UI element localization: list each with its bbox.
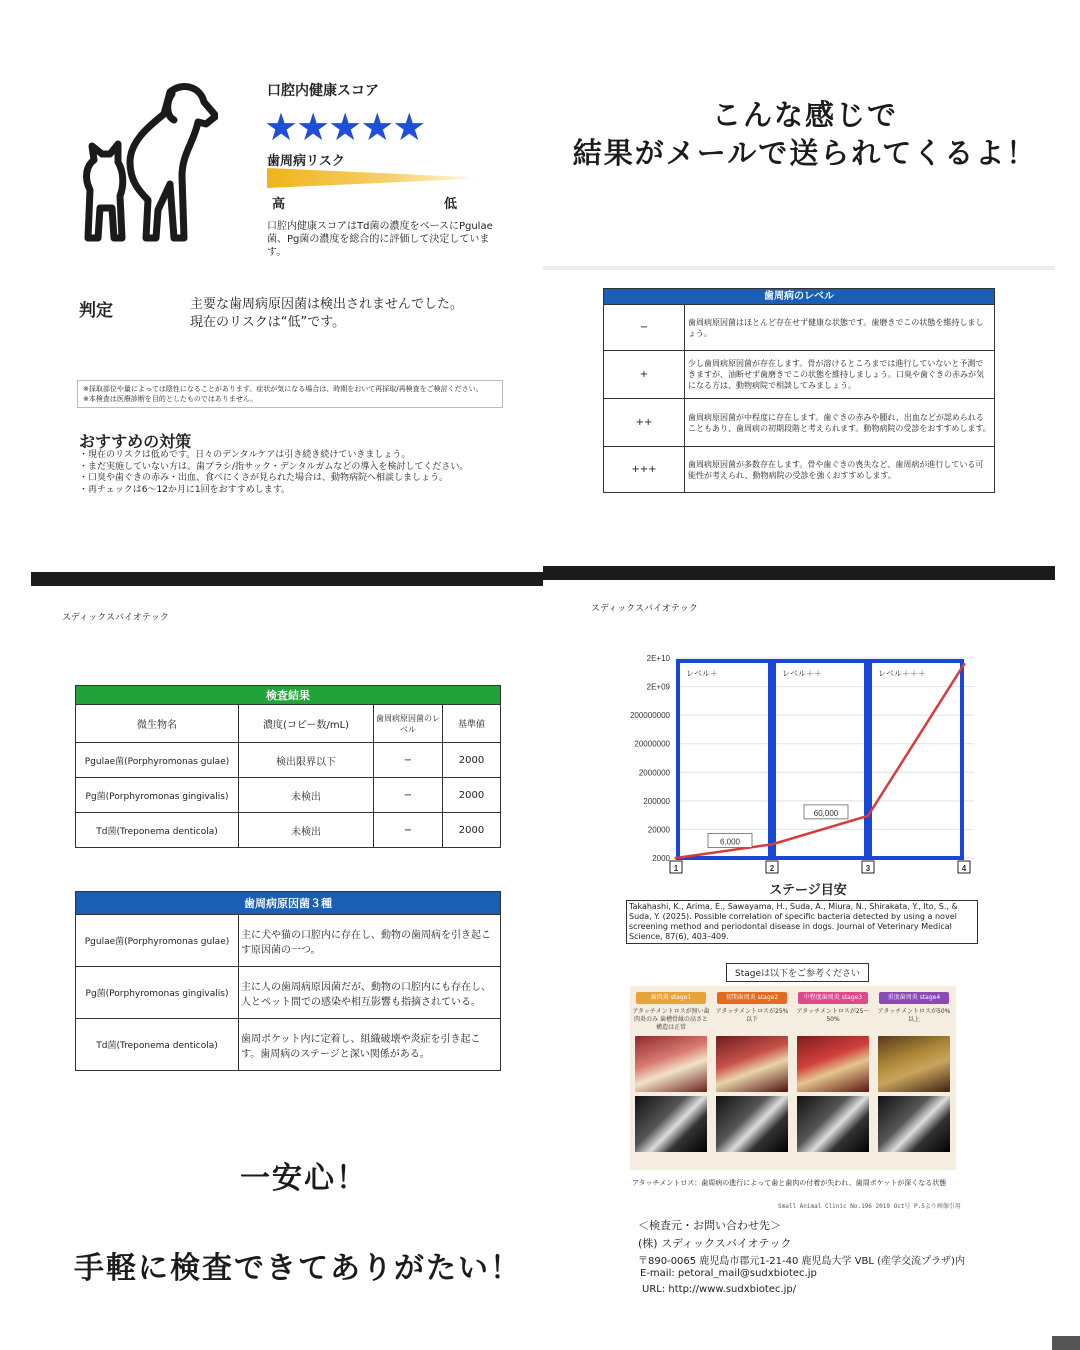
judgement-label: 判定 [79,301,113,321]
x-axis-label: ステージ目安 [769,883,847,896]
table-row [604,305,995,351]
table-cell: Pg菌(Porphyromonas gingivalis) [76,778,239,813]
level-band [678,661,770,858]
y-tick-label: 200000000 [629,711,670,721]
stage-description: アタッチメントロスが無い歯肉炎のみ 歯槽骨縁の高さと構造は正常 [632,1008,710,1031]
stage-column-3 [794,990,872,1168]
recommendation-list [79,450,491,496]
score-title: 口腔内健康スコア [267,83,379,99]
table-row [76,743,501,778]
stage-tag: 初期歯周炎 stage2 [717,992,787,1004]
headline-line-2: 結果がメールで送られてくるよ！ [572,136,1038,170]
result-table-title: 検査結果 [76,686,501,705]
series-point [867,814,870,817]
stage-footnote: アタッチメントロス：歯周病の進行によって歯と歯肉の付着が失われ、歯周ポケットが深くなる状態 [632,1179,947,1187]
series-point [675,857,678,860]
risk-low-label: 低 [444,197,458,212]
y-tick-label: 200000 [643,796,670,806]
level-cell: + [604,351,685,399]
table-row [76,813,501,848]
table-cell: 主に人の歯周病原因菌だが、動物の口腔内にも存在し、人とペット間での感染や相互影響も指摘されている。 [239,967,501,1019]
column-header: 歯周病原因菌のレベル [374,705,443,743]
table-cell: 未検出 [239,778,374,813]
x-tick-label: 1 [673,864,679,873]
xray-image [716,1096,788,1152]
data-label: 6,000 [719,837,741,847]
relief-line-1: 一安心！ [240,1161,368,1196]
relief-line-2: 手軽に検査できてありがたい！ [74,1251,522,1286]
mouth-photo [878,1036,950,1092]
y-tick-label: 2000000 [638,768,670,778]
result-table [75,685,501,848]
series-point [771,843,774,846]
y-tick-label: 2000 [652,854,670,863]
level-band-label: レベル＋＋＋ [878,669,926,678]
x-tick-label: 3 [865,864,871,873]
data-label: 60,000 [813,808,839,818]
company-name: スディックスバイオテック [62,613,169,623]
table-row [76,967,501,1019]
rating-stars-icon: ★★★★★ [264,105,425,149]
column-header: 微生物名 [76,705,239,743]
table-cell: Td菌(Treponema denticola) [76,1019,239,1071]
table-cell: 歯周ポケット内に定着し、組織破壊や炎症を引き起こす。歯周病のステージと深い関係がある。 [239,1019,501,1071]
table-cell: 2000 [443,813,501,848]
notice-1: ※採取部位や量によっては陰性になることがあります。症状が気になる場合は、時期をおいて再採取/再検査をご検討ください。 [83,385,483,393]
x-tick-label: 4 [961,864,967,873]
notice-2: ※本検査は医療診断を目的としたものではありません。 [83,395,258,403]
x-tick-label: 2 [769,864,775,873]
judgement-line-1: 主要な歯周病原因菌は検出されませんでした。 [190,297,464,312]
judgement-text [190,296,490,332]
divider-bar [31,572,543,586]
table-row [76,778,501,813]
level-description: 歯周病原因菌が多数存在します。骨や歯ぐきの喪失など、歯周病が進行している可能性が考えられ、動物病院の受診を強くおすすめします。 [685,447,995,493]
stage-description: アタッチメントロスが50%以上 [877,1008,951,1023]
headline [545,96,1065,172]
table-cell: 2000 [443,778,501,813]
dog-cat-icon [78,80,218,250]
image-source: Small Animal Clinic No.196 2019 Oct号 P.5より画像引用 [778,1203,961,1210]
recommendation-item: ・現在のリスクは低めです。日々のデンタルケアは引き続き続けていきましょう。 [79,450,411,460]
level-band-label: レベル＋＋ [782,669,822,678]
table-row [76,1019,501,1071]
risk-high-label: 高 [272,197,286,212]
y-tick-label: 20000000 [634,739,670,749]
corner-mark [1052,1336,1080,1350]
bacteria-stage-chart [620,650,980,896]
stage-description: アタッチメントロスが25%以下 [715,1008,789,1023]
table-row [604,399,995,447]
table-row [604,351,995,399]
bacteria-table [75,891,501,1071]
table-cell: − [374,813,443,848]
table-row [76,915,501,967]
level-description: 歯周病原因菌はほとんど存在せず健康な状態です。歯磨きでこの状態を維持しましょう。 [685,305,995,351]
level-band [774,661,866,858]
xray-image [797,1096,869,1152]
y-tick-label: 20000 [647,825,670,835]
notice-box [77,380,503,408]
contact-address: 〒890-0065 鹿児島市郡元1-21-40 鹿児島大学 VBL (産学交流プラザ)内 [638,1256,965,1267]
level-table-title: 歯周病のレベル [604,289,995,305]
mouth-photo [635,1036,707,1092]
stage-tag: 重度歯周炎 stage4 [879,992,949,1004]
level-description: 少し歯周病原因菌が存在します。骨が溶けるところまでは進行していないと予測できますが、油断せず歯磨きでこの状態を維持しましょう。口臭や歯ぐきの赤みが気になる方は、動物病院で相談してみましょう。 [685,351,995,399]
contact-company: (株) スディックスバイオテック [638,1237,792,1250]
recommendation-item: ・まだ実施していない方は、歯ブラシ/指サック・デンタルガムなどの導入を検討してください。 [79,461,469,472]
divider-bar [543,566,1055,580]
contact-heading: ＜検査元・お問い合わせ先＞ [638,1219,781,1232]
stage-column-2 [713,990,791,1168]
recommendation-item: ・再チェックは6〜12か月に1回をおすすめします。 [79,484,291,495]
level-description: 歯周病原因菌が中程度に存在します。歯ぐきの赤みや腫れ、出血などが認められることもあり、歯周病の初期段階と考えられます。動物病院の受診をおすすめします。 [685,399,995,447]
table-cell: − [374,778,443,813]
risk-bar [267,168,467,188]
table-cell: 検出限界以下 [239,743,374,778]
level-cell: ++ [604,399,685,447]
risk-title: 歯周病リスク [267,154,345,169]
divider [543,266,1055,270]
stage-description: アタッチメントロスが25〜50% [796,1008,870,1023]
mouth-photo [716,1036,788,1092]
level-table [603,288,995,493]
stage-tag: 中程度歯周炎 stage3 [798,992,868,1004]
table-row [604,447,995,493]
contact-url[interactable]: URL: http://www.sudxbiotec.jp/ [642,1284,797,1295]
table-cell: Td菌(Treponema denticola) [76,813,239,848]
table-cell: 主に犬や猫の口腔内に存在し、動物の歯周病を引き起こす原因菌の一つ。 [239,915,501,967]
level-cell: − [604,305,685,351]
judgement-line-2: 現在のリスクは“低”です。 [190,315,346,330]
level-band-label: レベル＋ [686,669,718,678]
xray-image [878,1096,950,1152]
table-cell: 2000 [443,743,501,778]
table-cell: Pgulae菌(Porphyromonas gulae) [76,915,239,967]
y-tick-label: 2E+09 [646,682,670,692]
series-point [963,663,966,666]
table-cell: 未検出 [239,813,374,848]
table-cell: Pg菌(Porphyromonas gingivalis) [76,967,239,1019]
bacteria-table-title: 歯周病原因菌３種 [76,892,501,915]
xray-image [635,1096,707,1152]
column-header: 基準値 [443,705,501,743]
stage-box-title: Stageは以下をご参考ください [726,963,869,982]
recommendation-title: おすすめの対策 [79,432,192,451]
table-cell: Pgulae菌(Porphyromonas gulae) [76,743,239,778]
contact-email[interactable]: E-mail: petoral_mail@sudxbiotec.jp [640,1268,817,1279]
y-tick-label: 2E+10 [646,654,670,663]
headline-line-1: こんな感じで [711,98,898,132]
company-name: スディックスバイオテック [591,604,698,614]
column-header: 濃度(コピー数/mL) [239,705,374,743]
level-cell: +++ [604,447,685,493]
score-description: 口腔内健康スコアはTd菌の濃度をベースにPgulae菌、Pg菌の濃度を総合的に評価して決定しています。 [267,221,493,258]
citation: Takahashi, K., Arima, E., Sawayama, H., Suda, A., Miura, N., Shirakata, Y., Ito, S., & Suda, Y. (2025). Possible correlation of specific bacteria detected by using a novel screening method and periodontal disease in dogs. Journal of Veterinary Medical Science, 87(6), 403–409. [626,900,978,944]
mouth-photo [797,1036,869,1092]
recommendation-item: ・口臭や歯ぐきの赤み・出血、食べにくさが見られた場合は、動物病院へ相談しましょう。 [79,473,449,483]
table-cell: − [374,743,443,778]
stage-tag: 歯肉炎 stage1 [636,992,706,1004]
table-header-row [76,705,501,743]
stage-column-1 [632,990,710,1168]
stage-column-4 [875,990,953,1168]
